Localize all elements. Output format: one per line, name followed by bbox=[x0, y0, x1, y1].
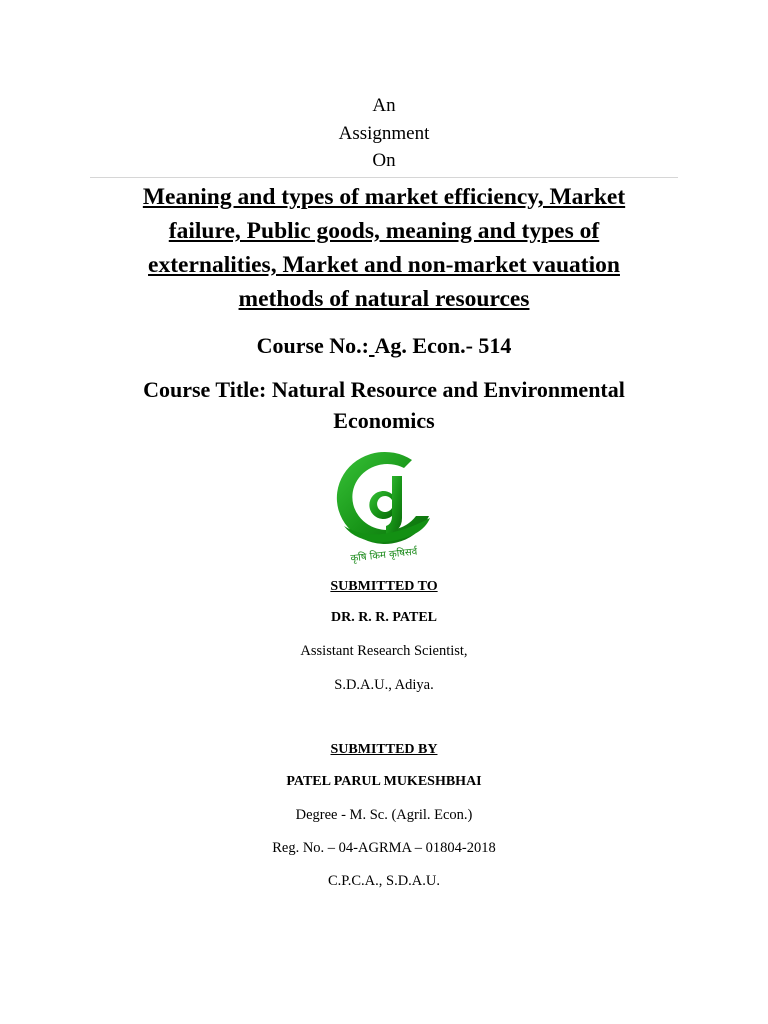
intro-line-on: On bbox=[372, 150, 396, 171]
course-title-line1: Course Title: Natural Resource and Environmental bbox=[143, 377, 625, 402]
submitted-by-name: PATEL PARUL MUKESHBHAI bbox=[286, 774, 482, 789]
course-title-line2: Economics bbox=[333, 408, 435, 433]
submitted-to-name: DR. R. R. PATEL bbox=[330, 610, 438, 625]
submitted-by-institution: C.P.C.A., S.D.A.U. bbox=[328, 873, 440, 889]
intro-line-assignment: Assignment bbox=[338, 123, 430, 144]
submitted-by-label: SUBMITTED BY bbox=[330, 742, 438, 757]
university-logo-icon bbox=[326, 446, 442, 568]
assignment-title: Meaning and types of market efficiency, Market failure, Public goods, meaning and types of externalities, Market and non-market vauation methods of natural resources bbox=[142, 184, 626, 312]
divider-line bbox=[90, 177, 678, 178]
intro-line-an: An bbox=[372, 95, 396, 116]
course-number bbox=[0, 331, 768, 361]
logo-caption: कृषि किम कृषिसर्व bbox=[350, 546, 418, 565]
submitted-by-degree: Degree - M. Sc. (Agril. Econ.) bbox=[295, 807, 473, 823]
course-number-value: Ag. Econ.- 514 bbox=[374, 333, 512, 358]
submitted-by-reg-no: Reg. No. – 04-AGRMA – 01804-2018 bbox=[272, 840, 496, 856]
submitted-to-designation: Assistant Research Scientist, bbox=[300, 643, 468, 659]
submitted-to-institution: S.D.A.U., Adiya. bbox=[334, 677, 434, 693]
course-title bbox=[110, 374, 658, 436]
submitted-to-label: SUBMITTED TO bbox=[330, 579, 438, 594]
course-number-label: Course No.: bbox=[256, 333, 370, 358]
